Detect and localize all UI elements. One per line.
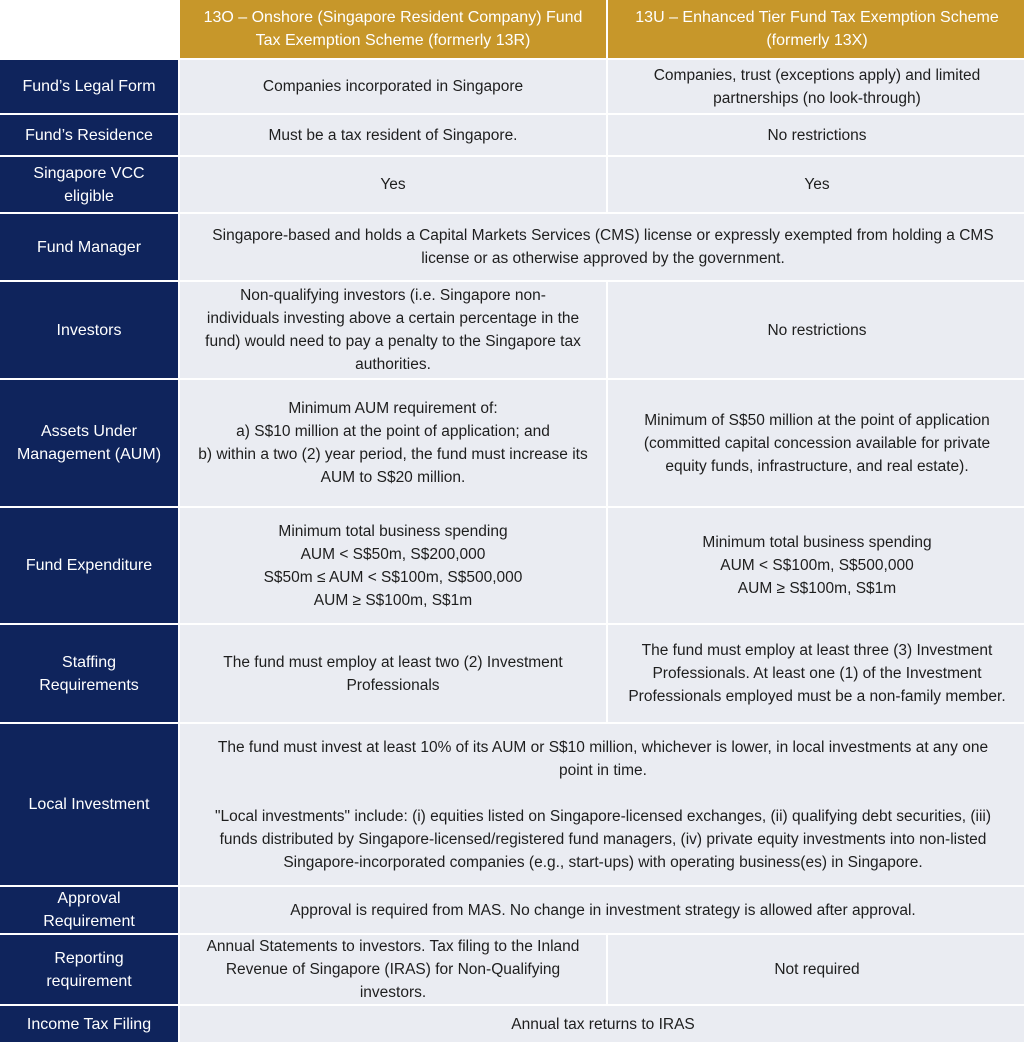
cell-text: Minimum total business spending AUM < S$50m, S$200,000 S$50m ≤ AUM < S$100m, S$500,000 AUM ≥ S$100m, S$1m	[263, 522, 523, 609]
cell-merged-fund-manager	[180, 214, 1024, 280]
cell-13o-reporting	[180, 935, 606, 1004]
row-label-text: Assets Under Management (AUM)	[16, 423, 162, 463]
cell-text: Annual tax returns to IRAS	[511, 1015, 695, 1033]
cell-13o-aum	[180, 380, 606, 506]
cell-13o-staffing	[180, 625, 606, 722]
row-label-text: Reporting requirement	[46, 949, 132, 990]
header-13u-text: 13U – Enhanced Tier Fund Tax Exemption Scheme (formerly 13X)	[635, 9, 999, 49]
row-label-residence: Fund’s Residence	[0, 115, 178, 155]
row-label-aum	[0, 380, 178, 506]
cell-text: Companies, trust (exceptions apply) and limited partnerships (no look-through)	[653, 66, 981, 107]
cell-13u-legal-form	[608, 60, 1024, 113]
row-label-legal-form: Fund’s Legal Form	[0, 60, 178, 113]
cell-13u-aum	[608, 380, 1024, 506]
cell-13u-expenditure	[608, 508, 1024, 623]
cell-text: Yes	[380, 176, 406, 193]
cell-merged-local-investment	[180, 724, 1024, 885]
cell-text: Minimum total business spending AUM < S$100m, S$500,000 AUM ≥ S$100m, S$1m	[702, 534, 932, 597]
cell-13o-residence	[180, 115, 606, 155]
cell-13o-vcc	[180, 157, 606, 212]
cell-text: No restrictions	[767, 321, 867, 339]
cell-text: Must be a tax resident of Singapore.	[268, 126, 518, 144]
cell-13u-vcc	[608, 157, 1024, 212]
local-investment-text	[190, 736, 1016, 874]
cell-text: Approval is required from MAS. No change in investment strategy is allowed after approval.	[290, 901, 916, 919]
cell-merged-approval	[180, 887, 1024, 933]
cell-text: The fund must employ at least two (2) Investment Professionals	[223, 653, 563, 694]
cell-merged-income-tax	[180, 1006, 1024, 1042]
cell-text: Yes	[804, 176, 830, 193]
row-label-expenditure: Fund Expenditure	[0, 508, 178, 623]
row-label-text: Singapore VCC eligible	[33, 164, 145, 205]
row-label-fund-manager: Fund Manager	[0, 214, 178, 280]
local-investment-para-2: "Local investments" include: (i) equities listed on Singapore-licensed exchanges, (ii) qualifying debt securities, (iii) funds distributed by Singapore-licensed/registered fund managers, (iv) private equity investments into non-listed Singapore-incorporated companies (e.g., start-ups) with operating business(es) in Singapore.	[214, 807, 992, 871]
row-label-text: Staffing Requirements	[39, 653, 139, 694]
local-investment-para-1: The fund must invest at least 10% of its AUM or S$10 million, whichever is lower, in local investments at any one point in time.	[217, 738, 989, 779]
row-label-income-tax: Income Tax Filing	[0, 1006, 178, 1042]
cell-13o-expenditure	[180, 508, 606, 623]
cell-text: The fund must employ at least three (3) Investment Professionals. At least one (1) of the Investment Professionals employed must be a non-family member.	[628, 642, 1006, 705]
cell-text: No restrictions	[767, 126, 867, 144]
header-13o	[180, 0, 606, 58]
row-label-vcc	[0, 157, 178, 212]
cell-text: Minimum AUM requirement of: a) S$10 million at the point of application; and b) within a two (2) year period, the fund must increase its AUM to S$20 million.	[198, 400, 588, 486]
cell-text: Companies incorporated in Singapore	[262, 78, 524, 95]
row-label-reporting	[0, 935, 178, 1004]
cell-text: Singapore-based and holds a Capital Markets Services (CMS) license or expressly exempted from holding a CMS license or as otherwise approved by the government.	[212, 227, 994, 267]
cell-text: Non-qualifying investors (i.e. Singapore non-individuals investing above a certain percentage in the fund) would need to pay a penalty to the Singapore tax authorities.	[205, 287, 581, 373]
cell-text: Not required	[774, 961, 860, 978]
header-13o-text: 13O – Onshore (Singapore Resident Company) Fund Tax Exemption Scheme (formerly 13R)	[203, 9, 583, 49]
cell-13u-investors	[608, 282, 1024, 378]
row-label-staffing	[0, 625, 178, 722]
row-label-approval	[0, 887, 178, 933]
cell-text: Annual Statements to investors. Tax filing to the Inland Revenue of Singapore (IRAS) for Non-Qualifying investors.	[206, 938, 580, 1001]
row-label-local-investment: Local Investment	[0, 724, 178, 885]
cell-13u-staffing	[608, 625, 1024, 722]
cell-text: Minimum of S$50 million at the point of application (committed capital concession available for private equity funds, infrastructure, and real estate).	[643, 411, 991, 475]
cell-13u-reporting	[608, 935, 1024, 1004]
table-corner	[0, 0, 178, 58]
cell-13u-residence	[608, 115, 1024, 155]
header-13u	[608, 0, 1024, 58]
cell-13o-legal-form	[180, 60, 606, 113]
row-label-investors: Investors	[0, 282, 178, 378]
cell-13o-investors	[180, 282, 606, 378]
row-label-text: Approval Requirement	[43, 890, 135, 930]
